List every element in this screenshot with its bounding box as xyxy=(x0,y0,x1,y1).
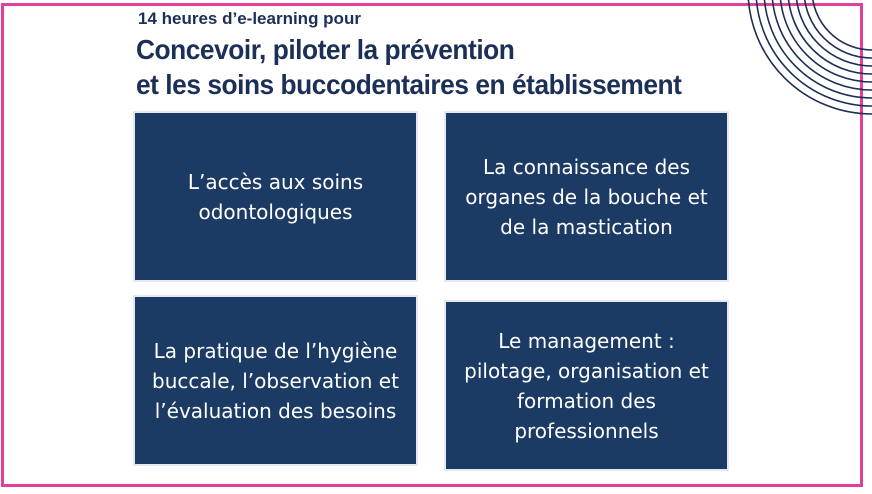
topic-card-oral-hygiene xyxy=(133,295,418,466)
topic-card-mouth-organs xyxy=(444,111,729,282)
title-line-2: et les soins buccodentaires en établissement xyxy=(136,69,682,100)
page-title xyxy=(136,32,681,102)
topic-card-label: La connaissance des organes de la bouche et de la mastication xyxy=(465,154,708,239)
topic-card-label: La pratique de l’hygiène buccale, l’observation et l’évaluation des besoins xyxy=(152,338,399,423)
topic-card-access-care xyxy=(133,111,418,282)
topic-card-label: L’accès aux soins odontologiques xyxy=(187,169,364,224)
topic-card-label: Le management : pilotage, organisation et formation des professionnels xyxy=(464,328,709,443)
course-subtitle: 14 heures d’e-learning pour xyxy=(138,9,361,28)
topic-card-management xyxy=(444,300,729,471)
title-line-1: Concevoir, piloter la prévention xyxy=(136,34,515,65)
